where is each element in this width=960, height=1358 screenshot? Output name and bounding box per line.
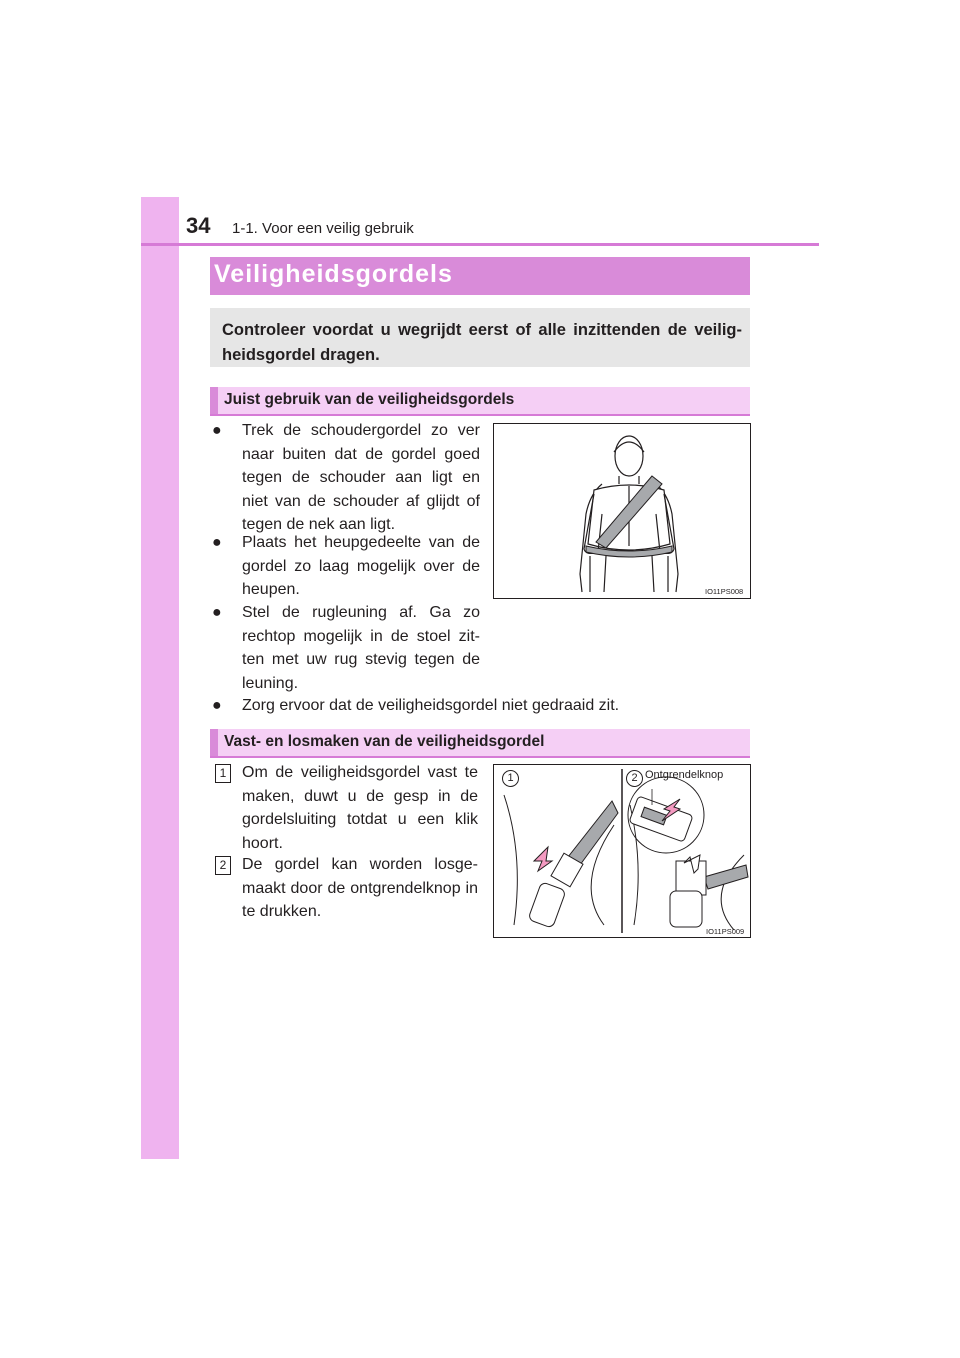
bullet-item: [212, 419, 480, 537]
bullet-text: Zorg ervoor dat de veiligheidsgordel niet gedraaid zit.: [242, 697, 620, 714]
section-heading-usage: [210, 387, 750, 416]
section-heading-fasten: [210, 729, 750, 758]
header-rule: [141, 243, 819, 246]
section-title: Vast- en losmaken van de veiligheidsgordel: [224, 733, 545, 750]
figure-code: IO11PS008: [705, 587, 744, 596]
title-bar: [210, 257, 750, 295]
side-tab: [141, 197, 179, 1159]
bullet-text: Trek de schoudergordel zo ver naar buiten dat de gordel goed tegen de schouder aan ligt en niet van de schouder af glijdt of tegen de nek aan ligt.: [242, 422, 480, 533]
section-title: Juist gebruik van de veiligheidsgordels: [224, 391, 515, 408]
buckle-figure: [493, 764, 751, 938]
bullet-icon: ●: [212, 697, 222, 714]
release-button-label: Ontgrendelknop: [645, 769, 724, 781]
intro-text: Controleer voordat u wegrijdt eerst of alle inzittenden de veilig-heidsgordel dragen.: [222, 321, 742, 364]
step-item: [212, 853, 478, 924]
page-number: 34: [186, 213, 211, 238]
bullet-item: [212, 601, 480, 695]
step-text: Om de veiligheidsgordel vast te maken, duwt u de gesp in de gordelsluiting totdat u een klik hoort.: [242, 764, 478, 852]
buckle-illustration: [494, 765, 750, 937]
figure-marker: 1: [502, 770, 519, 787]
chapter-title: 1-1. Voor een veilig gebruik: [232, 220, 414, 237]
bullet-item: [212, 694, 732, 718]
seated-person-figure: [493, 423, 751, 599]
bullet-text: Plaats het heupgedeelte van de gordel zo laag mogelijk over de heupen.: [242, 534, 480, 598]
step-text: De gordel kan worden losge-maakt door de ontgrendelknop in te drukken.: [242, 856, 478, 920]
figure-code: IO11PS009: [706, 927, 745, 936]
step-item: [212, 761, 478, 855]
bullet-item: [212, 531, 480, 602]
bullet-icon: ●: [212, 422, 222, 439]
step-number: 1: [215, 764, 231, 783]
step-number: 2: [215, 856, 231, 875]
section-marker: [210, 387, 218, 414]
intro-box: [210, 308, 750, 367]
bullet-icon: ●: [212, 604, 222, 621]
page-title: Veiligheidsgordels: [214, 260, 453, 288]
section-marker: [210, 729, 218, 756]
seatbelt-person-illustration: [494, 424, 750, 598]
bullet-icon: ●: [212, 534, 222, 551]
figure-marker: 2: [626, 770, 643, 787]
bullet-text: Stel de rugleuning af. Ga zo rechtop mogelijk in de stoel zit-ten met uw rug stevig tegen de leuning.: [242, 604, 480, 692]
